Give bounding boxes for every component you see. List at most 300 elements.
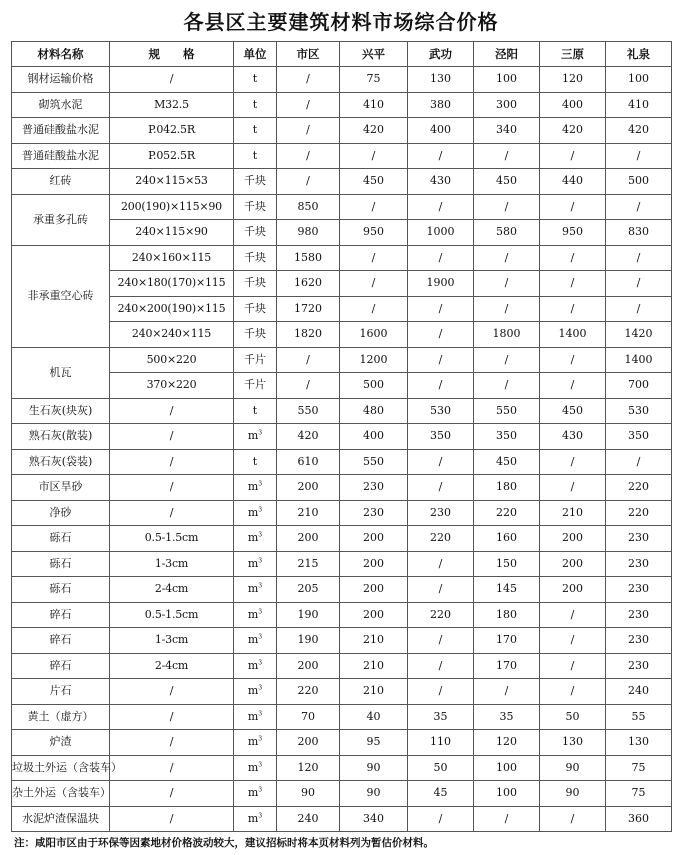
price-cell: 350 — [606, 424, 672, 450]
spec-cell: 0.5-1.5cm — [110, 526, 234, 552]
price-cell: 145 — [474, 577, 540, 603]
unit-text: m — [247, 786, 259, 800]
price-cell: 170 — [474, 653, 540, 679]
unit-cell — [234, 67, 277, 93]
price-cell: 50 — [408, 755, 474, 781]
price-cell: 210 — [340, 628, 408, 654]
price-cell: / — [340, 245, 408, 271]
price-cell: 120 — [277, 755, 340, 781]
price-cell: / — [540, 245, 606, 271]
price-cell: 850 — [277, 194, 340, 220]
price-cell: 830 — [606, 220, 672, 246]
spec-cell: 240×115×53 — [110, 169, 234, 195]
price-cell: 350 — [474, 424, 540, 450]
price-cell: / — [540, 806, 606, 832]
price-cell: 215 — [277, 551, 340, 577]
spec-cell: 370×220 — [110, 373, 234, 399]
price-cell: 230 — [606, 628, 672, 654]
unit-cell — [234, 169, 277, 195]
price-cell: / — [474, 143, 540, 169]
unit-cell — [234, 781, 277, 807]
price-cell: 450 — [474, 449, 540, 475]
spec-cell: M32.5 — [110, 92, 234, 118]
price-cell: 1580 — [277, 245, 340, 271]
price-cell: 220 — [277, 679, 340, 705]
price-cell: / — [408, 449, 474, 475]
price-cell: 160 — [474, 526, 540, 552]
price-cell: / — [277, 118, 340, 144]
price-cell: 400 — [340, 424, 408, 450]
price-cell: 1400 — [606, 347, 672, 373]
price-cell: 580 — [474, 220, 540, 246]
unit-text: m — [247, 709, 259, 723]
price-cell: / — [540, 679, 606, 705]
unit-cell — [234, 628, 277, 654]
price-cell: / — [606, 245, 672, 271]
spec-cell: / — [110, 398, 234, 424]
material-name-cell: 炉渣 — [12, 730, 110, 756]
unit-text: 千块 — [244, 174, 266, 188]
material-name-cell: 熟石灰(散装) — [12, 424, 110, 450]
table-row — [12, 118, 672, 144]
unit-text: 千块 — [244, 225, 266, 239]
price-cell: 120 — [474, 730, 540, 756]
unit-superscript: 3 — [258, 786, 263, 794]
header-sanyuan: 三原 — [540, 42, 606, 67]
material-name-cell: 砾石 — [12, 551, 110, 577]
price-cell: 420 — [340, 118, 408, 144]
unit-cell — [234, 730, 277, 756]
price-cell: 130 — [606, 730, 672, 756]
material-name-cell: 碎石 — [12, 602, 110, 628]
price-cell: 530 — [606, 398, 672, 424]
price-cell: 220 — [474, 500, 540, 526]
spec-cell: / — [110, 424, 234, 450]
price-cell: 430 — [540, 424, 606, 450]
spec-cell: 240×200(190)×115 — [110, 296, 234, 322]
price-cell: / — [277, 92, 340, 118]
spec-cell: / — [110, 755, 234, 781]
spec-cell: / — [110, 781, 234, 807]
price-cell: 200 — [277, 475, 340, 501]
material-name-cell: 碎石 — [12, 653, 110, 679]
spec-cell: 500×220 — [110, 347, 234, 373]
price-cell: 700 — [606, 373, 672, 399]
unit-cell — [234, 347, 277, 373]
price-cell: 450 — [540, 398, 606, 424]
price-cell: 100 — [474, 67, 540, 93]
price-cell: 230 — [340, 500, 408, 526]
price-cell: 1200 — [340, 347, 408, 373]
spec-cell: 1-3cm — [110, 628, 234, 654]
material-name-cell: 钢材运输价格 — [12, 67, 110, 93]
price-cell: 200 — [340, 551, 408, 577]
unit-cell — [234, 602, 277, 628]
unit-text: 千块 — [244, 276, 266, 290]
price-cell: 75 — [340, 67, 408, 93]
header-liquan: 礼泉 — [606, 42, 672, 67]
price-cell: / — [474, 296, 540, 322]
price-cell: 420 — [277, 424, 340, 450]
unit-text: m — [247, 505, 259, 519]
price-cell: 170 — [474, 628, 540, 654]
unit-cell — [234, 398, 277, 424]
unit-cell — [234, 373, 277, 399]
unit-cell — [234, 424, 277, 450]
price-cell: / — [277, 143, 340, 169]
table-row — [12, 424, 672, 450]
table-row — [12, 373, 672, 399]
price-table — [11, 41, 672, 832]
price-cell: 410 — [606, 92, 672, 118]
price-cell: / — [540, 347, 606, 373]
price-cell: / — [408, 475, 474, 501]
price-cell: 200 — [540, 551, 606, 577]
unit-text: t — [252, 72, 258, 86]
price-cell: / — [474, 679, 540, 705]
price-cell: 100 — [474, 781, 540, 807]
header-xingping: 兴平 — [340, 42, 408, 67]
unit-cell — [234, 577, 277, 603]
table-row — [12, 628, 672, 654]
price-cell: 550 — [474, 398, 540, 424]
price-cell: 90 — [340, 755, 408, 781]
table-row — [12, 704, 672, 730]
price-cell: / — [540, 628, 606, 654]
price-cell: / — [340, 143, 408, 169]
price-cell: 130 — [540, 730, 606, 756]
unit-cell — [234, 194, 277, 220]
spec-cell: 240×180(170)×115 — [110, 271, 234, 297]
price-cell: 130 — [408, 67, 474, 93]
table-body — [12, 67, 672, 832]
unit-cell — [234, 500, 277, 526]
price-cell: / — [474, 245, 540, 271]
header-shiqu: 市区 — [277, 42, 340, 67]
price-cell: / — [340, 296, 408, 322]
table-row — [12, 169, 672, 195]
price-cell: 480 — [340, 398, 408, 424]
price-cell: 190 — [277, 628, 340, 654]
header-jingyang: 泾阳 — [474, 42, 540, 67]
unit-text: m — [247, 480, 259, 494]
price-cell: 360 — [606, 806, 672, 832]
material-name-cell: 净砂 — [12, 500, 110, 526]
price-cell: 450 — [474, 169, 540, 195]
material-name-cell: 片石 — [12, 679, 110, 705]
table-row — [12, 322, 672, 348]
price-cell: / — [540, 449, 606, 475]
unit-superscript: 3 — [258, 659, 263, 667]
price-cell: 380 — [408, 92, 474, 118]
price-cell: 1900 — [408, 271, 474, 297]
price-cell: / — [408, 347, 474, 373]
price-cell: 190 — [277, 602, 340, 628]
price-cell: 1800 — [474, 322, 540, 348]
table-row — [12, 806, 672, 832]
price-cell: 210 — [277, 500, 340, 526]
price-cell: / — [606, 143, 672, 169]
unit-text: 千块 — [244, 327, 266, 341]
price-cell: 180 — [474, 475, 540, 501]
unit-superscript: 3 — [258, 582, 263, 590]
unit-superscript: 3 — [258, 608, 263, 616]
spec-cell: 200(190)×115×90 — [110, 194, 234, 220]
unit-text: m — [247, 811, 259, 825]
price-cell: / — [540, 373, 606, 399]
price-cell: / — [408, 194, 474, 220]
price-cell: / — [606, 271, 672, 297]
unit-text: 千块 — [244, 250, 266, 264]
header-unit: 单位 — [234, 42, 277, 67]
material-name-cell: 承重多孔砖 — [12, 194, 110, 245]
price-cell: 110 — [408, 730, 474, 756]
unit-cell — [234, 143, 277, 169]
table-row — [12, 296, 672, 322]
price-cell: 200 — [540, 577, 606, 603]
price-cell: / — [606, 296, 672, 322]
price-cell: 220 — [606, 500, 672, 526]
unit-superscript: 3 — [258, 633, 263, 641]
price-cell: 180 — [474, 602, 540, 628]
unit-cell — [234, 245, 277, 271]
unit-cell — [234, 220, 277, 246]
spec-cell: / — [110, 449, 234, 475]
price-cell: / — [277, 347, 340, 373]
spec-cell: / — [110, 704, 234, 730]
price-cell: 1720 — [277, 296, 340, 322]
price-cell: / — [408, 806, 474, 832]
price-cell: 1000 — [408, 220, 474, 246]
price-cell: / — [474, 271, 540, 297]
material-name-cell: 普通硅酸盐水泥 — [12, 143, 110, 169]
unit-text: m — [247, 684, 259, 698]
material-name-cell: 市区旱砂 — [12, 475, 110, 501]
price-cell: 220 — [606, 475, 672, 501]
table-row — [12, 602, 672, 628]
spec-cell: / — [110, 500, 234, 526]
unit-superscript: 3 — [258, 735, 263, 743]
price-cell: / — [340, 194, 408, 220]
price-cell: / — [606, 194, 672, 220]
price-cell: 50 — [540, 704, 606, 730]
table-row — [12, 449, 672, 475]
spec-cell: 240×160×115 — [110, 245, 234, 271]
unit-cell — [234, 449, 277, 475]
header-spec: 规 格 — [110, 42, 234, 67]
price-cell: 90 — [340, 781, 408, 807]
spec-cell: 240×115×90 — [110, 220, 234, 246]
price-cell: / — [606, 449, 672, 475]
footnote: 注：咸阳市区由于环保等因素地材价格波动较大，建议招标时将本页材料列为暂估价材料。 — [14, 837, 434, 849]
price-cell: 120 — [540, 67, 606, 93]
unit-text: m — [247, 582, 259, 596]
table-row — [12, 730, 672, 756]
table-row — [12, 245, 672, 271]
price-cell: 240 — [277, 806, 340, 832]
spec-cell: 240×240×115 — [110, 322, 234, 348]
unit-superscript: 3 — [258, 506, 263, 514]
table-row — [12, 781, 672, 807]
price-cell: 500 — [340, 373, 408, 399]
price-cell: 1420 — [606, 322, 672, 348]
table-row — [12, 526, 672, 552]
price-cell: / — [408, 322, 474, 348]
unit-text: t — [252, 97, 258, 111]
price-cell: 230 — [606, 653, 672, 679]
price-cell: / — [408, 653, 474, 679]
price-cell: 1820 — [277, 322, 340, 348]
table-row — [12, 551, 672, 577]
unit-text: 千片 — [244, 378, 266, 392]
price-cell: 200 — [340, 526, 408, 552]
price-cell: 430 — [408, 169, 474, 195]
table-row — [12, 755, 672, 781]
unit-text: m — [247, 429, 259, 443]
price-cell: 210 — [340, 679, 408, 705]
table-row — [12, 398, 672, 424]
price-cell: / — [474, 806, 540, 832]
page-title: 各县区主要建筑材料市场综合价格 — [183, 10, 499, 34]
header-material-name: 材料名称 — [12, 42, 110, 67]
price-cell: 75 — [606, 755, 672, 781]
price-cell: / — [408, 679, 474, 705]
price-cell: / — [277, 67, 340, 93]
unit-superscript: 3 — [258, 557, 263, 565]
price-cell: 340 — [340, 806, 408, 832]
table-row — [12, 271, 672, 297]
price-cell: 1400 — [540, 322, 606, 348]
price-cell: 530 — [408, 398, 474, 424]
price-cell: 150 — [474, 551, 540, 577]
price-cell: 100 — [606, 67, 672, 93]
unit-cell — [234, 296, 277, 322]
unit-text: m — [247, 658, 259, 672]
price-cell: 40 — [340, 704, 408, 730]
material-name-cell: 普通硅酸盐水泥 — [12, 118, 110, 144]
price-cell: 70 — [277, 704, 340, 730]
price-cell: / — [408, 628, 474, 654]
price-cell: / — [277, 169, 340, 195]
material-name-cell: 砌筑水泥 — [12, 92, 110, 118]
price-cell: 550 — [340, 449, 408, 475]
price-cell: / — [540, 653, 606, 679]
price-cell: 200 — [277, 653, 340, 679]
price-cell: 950 — [540, 220, 606, 246]
unit-superscript: 3 — [258, 684, 263, 692]
unit-text: 千片 — [244, 352, 266, 366]
unit-superscript: 3 — [258, 812, 263, 820]
unit-cell — [234, 679, 277, 705]
material-name-cell: 砾石 — [12, 577, 110, 603]
price-cell: 550 — [277, 398, 340, 424]
price-cell: / — [408, 551, 474, 577]
price-cell: 35 — [474, 704, 540, 730]
price-cell: / — [474, 194, 540, 220]
unit-text: m — [247, 556, 259, 570]
table-row — [12, 347, 672, 373]
price-cell: / — [474, 373, 540, 399]
price-cell: 350 — [408, 424, 474, 450]
spec-cell: / — [110, 730, 234, 756]
unit-text: t — [252, 454, 258, 468]
table-row — [12, 577, 672, 603]
spec-cell: / — [110, 67, 234, 93]
table-row — [12, 220, 672, 246]
unit-cell — [234, 653, 277, 679]
table-row — [12, 143, 672, 169]
price-cell: 440 — [540, 169, 606, 195]
unit-cell — [234, 704, 277, 730]
price-cell: 340 — [474, 118, 540, 144]
price-cell: 400 — [540, 92, 606, 118]
price-cell: / — [408, 373, 474, 399]
unit-text: t — [252, 148, 258, 162]
spec-cell: 1-3cm — [110, 551, 234, 577]
unit-text: 千块 — [244, 199, 266, 213]
price-cell: 100 — [474, 755, 540, 781]
price-cell: 220 — [408, 602, 474, 628]
price-cell: / — [408, 577, 474, 603]
unit-cell — [234, 526, 277, 552]
spec-cell: P.052.5R — [110, 143, 234, 169]
material-name-cell: 生石灰(块灰) — [12, 398, 110, 424]
table-row — [12, 679, 672, 705]
unit-text: m — [247, 760, 259, 774]
price-cell: 95 — [340, 730, 408, 756]
material-name-cell: 砾石 — [12, 526, 110, 552]
unit-text: m — [247, 735, 259, 749]
price-cell: 200 — [277, 526, 340, 552]
material-name-cell: 碎石 — [12, 628, 110, 654]
material-name-cell: 垃圾土外运（含装车） — [12, 755, 110, 781]
table-row — [12, 653, 672, 679]
price-cell: / — [408, 143, 474, 169]
price-cell: 230 — [606, 551, 672, 577]
material-name-cell: 水泥炉渣保温块 — [12, 806, 110, 832]
unit-superscript: 3 — [258, 429, 263, 437]
spec-cell: 2-4cm — [110, 577, 234, 603]
material-name-cell: 红砖 — [12, 169, 110, 195]
price-cell: 205 — [277, 577, 340, 603]
price-cell: 1600 — [340, 322, 408, 348]
price-cell: 200 — [540, 526, 606, 552]
unit-cell — [234, 271, 277, 297]
header-wugong: 武功 — [408, 42, 474, 67]
material-name-cell: 黄土（虚方） — [12, 704, 110, 730]
unit-cell — [234, 475, 277, 501]
unit-cell — [234, 322, 277, 348]
unit-cell — [234, 551, 277, 577]
unit-cell — [234, 806, 277, 832]
spec-cell: P.042.5R — [110, 118, 234, 144]
price-cell: 230 — [606, 526, 672, 552]
price-cell: 450 — [340, 169, 408, 195]
unit-cell — [234, 755, 277, 781]
price-cell: / — [540, 475, 606, 501]
price-cell: 500 — [606, 169, 672, 195]
spec-cell: / — [110, 679, 234, 705]
spec-cell: 0.5-1.5cm — [110, 602, 234, 628]
price-cell: 35 — [408, 704, 474, 730]
price-cell: 230 — [606, 577, 672, 603]
unit-superscript: 3 — [258, 480, 263, 488]
material-name-cell: 杂土外运（含装车） — [12, 781, 110, 807]
spec-cell: / — [110, 806, 234, 832]
price-cell: 210 — [540, 500, 606, 526]
price-cell: 240 — [606, 679, 672, 705]
table-row — [12, 475, 672, 501]
